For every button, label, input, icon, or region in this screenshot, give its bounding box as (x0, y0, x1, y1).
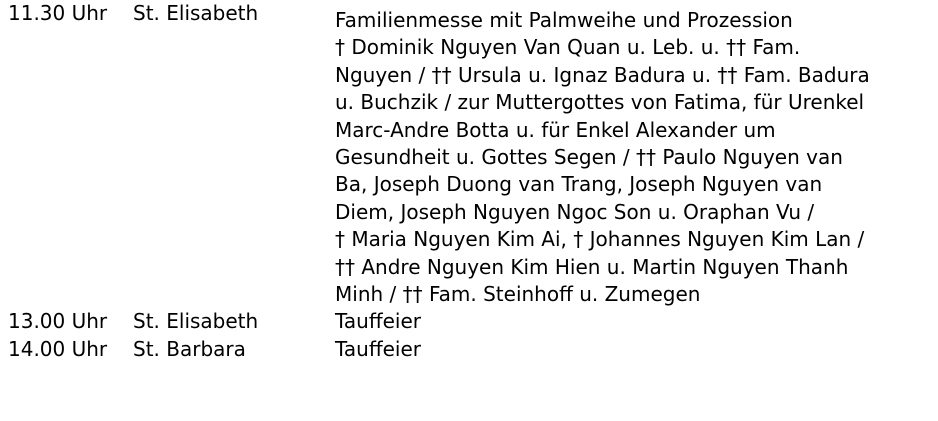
entry-time: 13.00 Uhr (8, 309, 108, 334)
entry-church: St. Barbara (133, 336, 246, 361)
entry-church: St. Elisabeth (133, 1, 259, 25)
entry-time: 11.30 Uhr (8, 1, 108, 25)
description-line: Ba, Joseph Duong van Trang, Joseph Nguyen van (335, 172, 823, 197)
description-line: Diem, Joseph Nguyen Ngoc Son u. Oraphan Vu / (335, 199, 815, 224)
description-line: u. Buchzik / zur Muttergottes von Fatima, für Urenkel (335, 90, 865, 115)
entry-description (335, 336, 938, 363)
description-line: † Dominik Nguyen Van Quan u. Leb. u. †† Fam. (335, 35, 801, 60)
description-line: Minh / †† Fam. Steinhoff u. Zumegen (335, 281, 701, 306)
schedule-entry (0, 308, 938, 335)
description-line: Marc-Andre Botta u. für Enkel Alexander um (335, 117, 776, 142)
description-line: Gesundheit u. Gottes Segen / †† Paulo Nguyen van (335, 144, 843, 169)
entry-description (335, 308, 938, 335)
description-line: Nguyen / †† Ursula u. Ignaz Badura u. †† Fam. Badura (335, 62, 870, 87)
schedule-entry (0, 336, 938, 363)
description-line: † Maria Nguyen Kim Ai, † Johannes Nguyen Kim Lan / (335, 227, 865, 252)
entry-time: 14.00 Uhr (8, 336, 108, 361)
entry-church: St. Elisabeth (133, 309, 259, 334)
description-line: Tauffeier (335, 309, 422, 334)
entry-description (335, 7, 938, 308)
description-line: †† Andre Nguyen Kim Hien u. Martin Nguyen Thanh (335, 254, 849, 279)
description-line: Tauffeier (335, 336, 422, 361)
description-line: Familienmesse mit Palmweihe und Prozession (335, 8, 793, 32)
